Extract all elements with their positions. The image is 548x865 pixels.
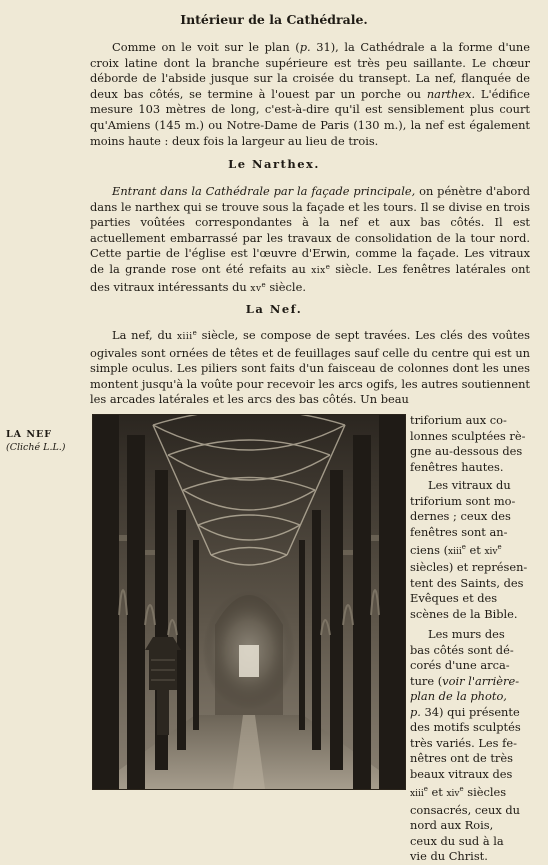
text-line: p. 34) qui présente xyxy=(410,704,520,719)
photo-caption xyxy=(6,428,82,454)
text-line: fenêtres sont an- xyxy=(410,524,508,539)
text-line: siècles) et représen- xyxy=(410,560,528,575)
text-line: fenêtres hautes. xyxy=(410,459,504,474)
section-heading-nef: La Nef. xyxy=(245,302,303,316)
caption-title: LA NEF xyxy=(6,429,53,440)
nave-illustration xyxy=(93,415,405,789)
text-line: xiii$^e$ et xiv$^e$ siècles xyxy=(410,785,507,800)
text-line: ciens (xiii$^e$ et xiv$^e$ xyxy=(410,542,502,557)
text-line: triforium sont mo- xyxy=(410,493,516,508)
text-line: très variés. Les fe- xyxy=(410,735,517,750)
section-heading-narthex: Le Narthex. xyxy=(228,157,320,171)
text-line: scènes de la Bible. xyxy=(410,606,518,621)
text-line: des motifs sculptés xyxy=(410,720,521,735)
text-line: corés d'une arca- xyxy=(410,658,510,673)
text-line: beaux vitraux des xyxy=(410,766,513,781)
text-line: ture (voir l'arrière- xyxy=(410,673,520,688)
text-line: vie du Christ. xyxy=(410,849,488,864)
narthex-paragraph: Entrant dans la Cathédrale par la façade principale, on pénètre d'abord dans le narthex qui se trouve sous la façade et les tours. Il se divise en trois parties voûtées correspondantes à la nef et aux bas côtés. Il est actuellement embarrassé par les travaux de consolidation de la tour nord. Cette partie de l'église est l'œuvre d'Erwin, comme la façade. Les vitraux de la grande rose ont été refaits au xix$^e$ siècle. Les fenêtres latérales ont des vitraux intéressants du $xv^e$ siècle. xyxy=(90,184,531,294)
text-line: Les vitraux du xyxy=(428,478,511,492)
text-line: consacrés, ceux du xyxy=(410,802,520,817)
text-line: Evêques et des xyxy=(410,591,498,606)
text-line: dernes ; ceux des xyxy=(410,509,511,523)
side-text-column xyxy=(410,413,532,865)
text-line: plan de la photo, xyxy=(410,689,507,704)
text-line: triforium aux co- xyxy=(410,413,507,427)
intro-paragraph: Comme on le voit sur le plan (p. 31), la Cathédrale a la forme d'une croix latine dont la branche supérieure est très peu saillante. Le chœur déborde de l'abside jusque sur la croisée du transept. La nef, flanquée de deux bas côtés, se termine à l'ouest par un porche ou narthex. L'édifice mesure 103 mètres de long, c'est-à-dire qu'il est sensiblement plus court qu'Amiens (145 m.) ou Notre-Dame de Paris (130 m.), la nef est également moins haute : deux fois la largeur au lieu de trois. xyxy=(90,40,531,148)
page-title: Intérieur de la Cathédrale. xyxy=(180,12,368,27)
cathedral-nave-photo xyxy=(92,414,406,790)
text-line: ceux du sud à la xyxy=(410,833,504,848)
caption-credit: (Cliché L.L.) xyxy=(6,442,66,453)
text-line: nêtres ont de très xyxy=(410,751,513,766)
text-line: tent des Saints, des xyxy=(410,575,524,590)
text-line: gne au-dessous des xyxy=(410,444,523,458)
text-line: bas côtés sont dé- xyxy=(410,642,514,657)
text-line: lonnes sculptées rè- xyxy=(410,428,526,443)
text-line: Les murs des xyxy=(428,627,505,642)
nef-paragraph: La nef, du xiii$^e$ siècle, se compose de sept travées. Les clés des voûtes ogivales sont ornées de têtes et de feuillages sauf celle du centre qui est un simple oculus. Les piliers sont faits d'un faisceau de colonnes dont les unes montent jusqu'à la voûte pour recevoir les arcs ogifs, les autres soutiennent les arcades latérales et les arcs des bas côtés. Un beau xyxy=(90,328,531,407)
text-line: nord aux Rois, xyxy=(410,818,494,833)
